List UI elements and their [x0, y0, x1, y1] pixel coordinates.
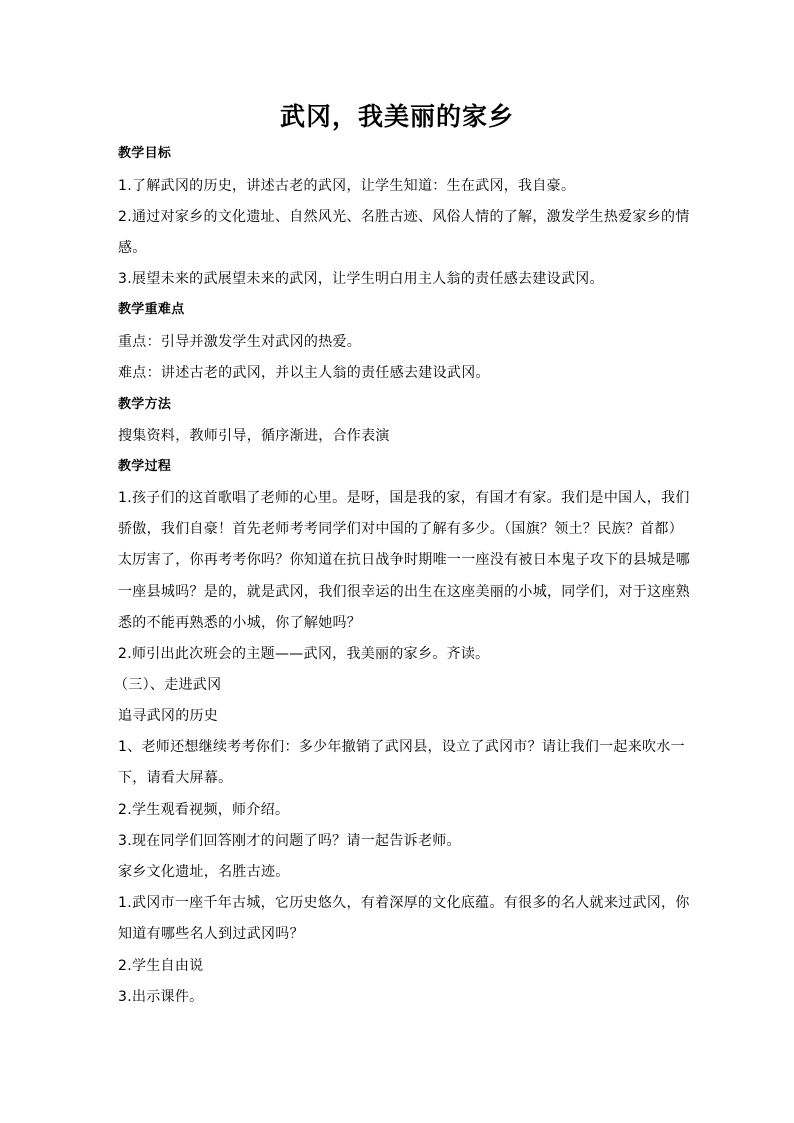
text-line: 1.孩子们的这首歌唱了老师的心里。是呀，国是我的家，有国才有家。我们是中国人，我们 [118, 490, 690, 506]
text-line: 搜集资料，教师引导，循序渐进，合作表演 [118, 428, 390, 444]
heading-teaching-goals: 教学目标 [118, 146, 172, 161]
text-line: 1.了解武冈的历史，讲述古老的武冈，让学生知道：生在武冈，我自豪。 [118, 178, 576, 194]
text-line: 2.学生自由说 [118, 958, 204, 974]
heading-teaching-methods: 教学方法 [118, 397, 172, 412]
text-line: 下，请看大屏幕。 [118, 770, 233, 786]
text-line: 一座县城吗？是的，就是武冈，我们很幸运的出生在这座美丽的小城，同学们，对于这座熟 [118, 584, 690, 600]
subsection-heading: 追寻武冈的历史 [118, 708, 219, 724]
section-heading: （三）、走进武冈 [114, 677, 222, 693]
text-line: 知道有哪些名人到过武冈吗？ [118, 926, 304, 942]
document-title: 武冈，我美丽的家乡 [279, 102, 514, 131]
text-line: 2.学生观看视频，师介绍。 [118, 802, 290, 818]
text-line: 2.师引出此次班会的主题——武冈，我美丽的家乡。齐读。 [118, 646, 490, 662]
text-line: 骄傲，我们自豪！首先老师考考同学们对中国的了解有多少。（国旗？领土？民族？首都） [118, 521, 683, 537]
subsection-heading: 家乡文化遗址，名胜古迹。 [118, 864, 290, 880]
text-line: 悉的不能再熟悉的小城，你了解她吗？ [118, 615, 362, 631]
text-line: 感。 [118, 240, 147, 256]
heading-key-points: 教学重难点 [118, 302, 185, 317]
text-line: 1、老师还想继续考考你们：多少年撤销了武冈县，设立了武冈市？请让我们一起来吹水一 [118, 739, 685, 755]
text-line: 3.现在同学们回答刚才的问题了吗？请一起告诉老师。 [118, 833, 461, 849]
text-line: 重点：引导并激发学生对武冈的热爱。 [118, 334, 362, 350]
text-line: 1.武冈市一座千年古城，它历史悠久，有着深厚的文化底蕴。有很多的名人就来过武冈，你 [118, 895, 690, 911]
text-line: 难点：讲述古老的武冈，并以主人翁的责任感去建设武冈。 [118, 365, 490, 381]
text-line: 太厉害了，你再考考你吗？你知道在抗日战争时期唯一一座没有被日本鬼子攻下的县城是哪 [118, 552, 690, 568]
text-line: 3.展望未来的武展望未来的武冈，让学生明白用主人翁的责任感去建设武冈。 [118, 271, 604, 287]
heading-teaching-process: 教学过程 [118, 459, 172, 474]
text-line: 2.通过对家乡的文化遗址、自然风光、名胜古迹、风俗人情的了解，激发学生热爱家乡的情 [118, 209, 690, 225]
text-line: 3.出示课件。 [118, 989, 204, 1005]
